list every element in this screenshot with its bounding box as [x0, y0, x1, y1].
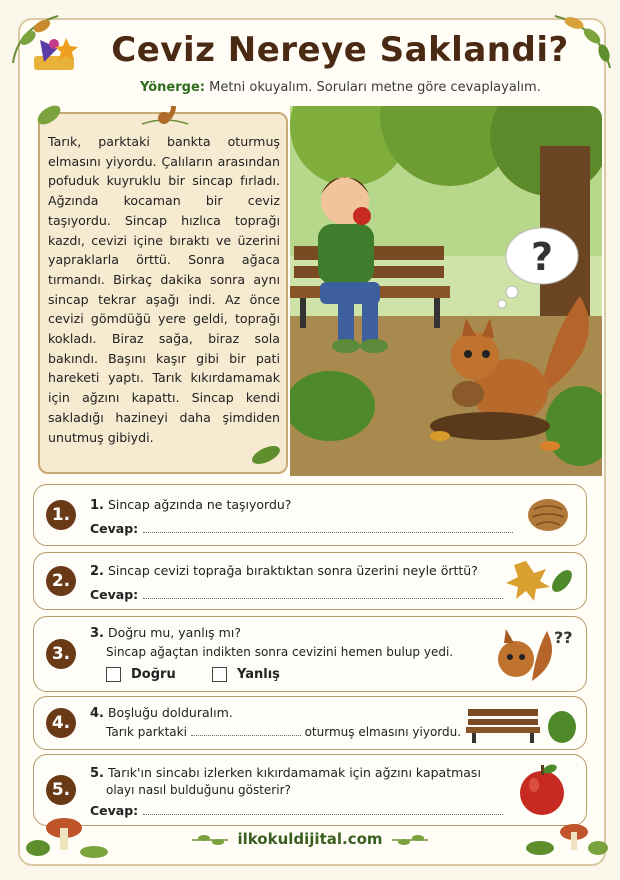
question-text: [90, 563, 478, 579]
question-text-continued: olayı nasıl bulduğunu gösterir?: [106, 783, 291, 797]
question-number-badge: 2.: [46, 566, 76, 596]
walnut-icon: [524, 495, 572, 535]
svg-text:??: ??: [554, 628, 573, 647]
question-prompt: Doğru mu, yanlış mı?: [107, 625, 241, 640]
answer-line: [90, 587, 503, 602]
question-card-2: [33, 552, 587, 610]
question-number: 1.: [90, 498, 104, 513]
blank-input-line[interactable]: [191, 725, 301, 736]
story-text: [48, 132, 280, 447]
question-card-5: [33, 754, 587, 826]
question-number-badge: 5.: [46, 775, 76, 805]
question-text: [90, 705, 233, 721]
option-label: Yanlış: [237, 667, 280, 682]
question-prompt: Boşluğu dolduralım.: [107, 705, 233, 720]
instruction: [140, 80, 541, 95]
question-text: [90, 625, 241, 641]
svg-text:?: ?: [530, 235, 554, 279]
question-prompt: Sincap cevizi toprağa bıraktıktan sonra üzerini neyle örttü?: [107, 563, 478, 578]
question-number-badge: 4.: [46, 708, 76, 738]
answer-input-line[interactable]: [143, 522, 513, 533]
option-true-checkbox[interactable]: [106, 667, 176, 682]
question-prompt: Sincap ağzında ne taşıyordu?: [107, 497, 292, 512]
question-number: 2.: [90, 564, 104, 579]
question-card-1: [33, 484, 587, 546]
answer-line: [90, 803, 503, 818]
question-number-badge: 1.: [46, 500, 76, 530]
apple-icon: [514, 761, 570, 817]
fill-before: Tarık parktaki: [106, 725, 187, 739]
question-prompt: Tarık'ın sincabı izlerken kıkırdamamak için ağzını kapatması: [107, 765, 481, 780]
page-title: Ceviz Nereye Saklandi?: [111, 30, 569, 70]
option-label: Doğru: [131, 667, 176, 682]
question-number: 3.: [90, 626, 104, 641]
squirrel-small-icon: [140, 106, 190, 130]
question-number: 5.: [90, 766, 104, 781]
answer-input-line[interactable]: [143, 804, 503, 815]
instruction-text: Metni okuyalım. Soruları metne göre cevaplayalım.: [204, 80, 541, 95]
question-number: 4.: [90, 706, 104, 721]
fill-after: oturmuş elmasını yiyordu.: [304, 725, 462, 739]
question-card-4: [33, 696, 587, 750]
park-scene-illustration: [290, 106, 602, 476]
confused-squirrel-icon: [492, 621, 576, 687]
question-statement: Sincap ağaçtan indikten sonra cevizini hemen bulup yedi.: [106, 645, 454, 659]
site-logo-icon: [30, 34, 82, 80]
answer-line: [90, 521, 513, 536]
option-false-checkbox[interactable]: [212, 667, 280, 682]
bench-bush-icon: [466, 701, 578, 745]
question-text: [90, 765, 481, 781]
answer-label: Cevap:: [90, 587, 139, 602]
autumn-leaves-icon: [504, 557, 578, 605]
answer-label: Cevap:: [90, 803, 139, 818]
answer-input-line[interactable]: [143, 588, 503, 599]
question-text: [90, 497, 291, 513]
leaf-icon: [32, 100, 66, 130]
story-paragraph: Tarık, parktaki bankta oturmuş elmasını yiyordu. Çalıların arasından pofuduk kuyruklu bir sincap fırladı. Ağzında kocaman bir ceviz taşıyordu. Sincap hızlıca toprağı kazdı, cevizi içine bıraktı ve üzerini yapraklarla örttü. Sonra ağaca tırmandı. Birkaç dakika sonra aynı sincap tekrar aşağı indi. Az önce cevizi gömdüğü yere geldi, toprağı kokladı. Biraz sağa, biraz sola bakındı. Başını kaşır gibi bir pati hareketi yaptı. Tarık kıkırdamamak için ağzını kapattı. Sincap kendi sakladığı hazineyi daha şimdiden unutmuş gibiydi.: [48, 134, 280, 445]
fill-blank-sentence: [106, 725, 461, 739]
footer-website: ilkokuldijital.com: [237, 830, 383, 848]
instruction-label: Yönerge:: [140, 80, 205, 95]
answer-label: Cevap:: [90, 521, 139, 536]
question-card-3: [33, 616, 587, 692]
question-number-badge: 3.: [46, 639, 76, 669]
